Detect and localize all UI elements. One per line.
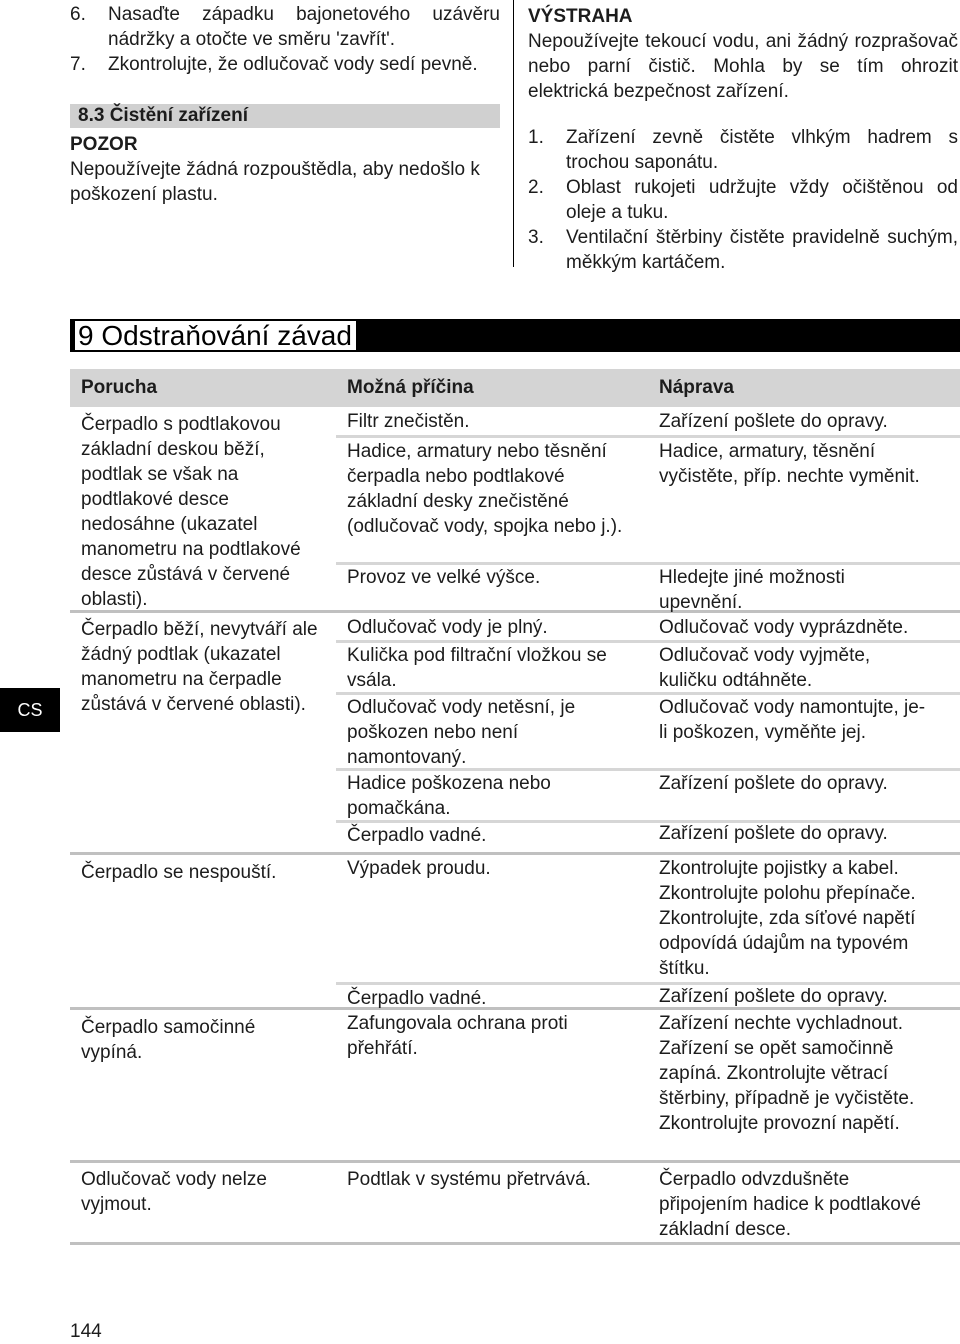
step-text: Zkontrolujte, že odlučovač vody sedí pevně. — [108, 54, 478, 75]
caution-text: Nepoužívejte žádná rozpouštědla, aby nedošlo k poškození plastu. — [70, 159, 480, 205]
column-divider — [513, 0, 514, 267]
language-tab: CS — [0, 688, 60, 732]
symptom-cell: Čerpadlo se nespouští. — [81, 862, 277, 883]
header-remedy: Náprava — [659, 377, 734, 398]
right-column — [528, 4, 958, 275]
chapter-heading-bar — [70, 319, 960, 352]
cause-cell: Hadice poškozena nebo pomačkána. — [347, 773, 551, 819]
table-row — [336, 613, 960, 640]
cause-cell: Filtr znečistěn. — [347, 411, 470, 432]
header-symptom: Porucha — [81, 377, 158, 398]
table-group — [70, 1010, 960, 1163]
remedy-cell: Odlučovač vody namontujte, je-li poškozen, vyměňte jej. — [659, 697, 926, 743]
cause-cell: Odlučovač vody je plný. — [347, 617, 548, 638]
table-group — [70, 613, 960, 855]
cause-cell: Provoz ve velké výšce. — [347, 567, 541, 588]
cause-cell: Čerpadlo vadné. — [347, 825, 487, 846]
table-row — [336, 640, 960, 692]
cause-cell: Odlučovač vody netěsní, je poškozen nebo není namontovaný. — [347, 697, 576, 768]
table-row — [336, 1010, 960, 1160]
cause-cell: Zafungovala ochrana proti přehřátí. — [347, 1013, 568, 1059]
remedy-cell: Zařízení pošlete do opravy. — [659, 773, 888, 794]
step-text: Nasaďte západku bajonetového uzávěru nádržky a otočte ve směru 'zavřít'. — [108, 4, 500, 50]
remedy-cell: Zařízení pošlete do opravy. — [659, 823, 888, 844]
remedy-cell: Zařízení nechte vychladnout. Zařízení se opět samočinně zapíná. Zkontrolujte větrací štěrbiny, případně je vyčistěte. Zkontrolujte provozní napětí. — [659, 1013, 915, 1134]
step-number: 7. — [70, 54, 86, 75]
step-text: Oblast rukojeti udržujte vždy očištěnou od oleje a tuku. — [566, 177, 958, 223]
step-text: Ventilační štěrbiny čistěte pravidelně suchým, měkkým kartáčem. — [566, 227, 958, 273]
clean-step-3 — [528, 225, 958, 275]
table-row — [336, 692, 960, 768]
remedy-cell: Hledejte jiné možnosti upevnění. — [659, 567, 845, 613]
remedy-cell: Čerpadlo odvzdušněte připojením hadice k podtlakové základní desce. — [659, 1169, 921, 1240]
remedy-cell: Hadice, armatury, těsnění vyčistěte, příp. nechte vyměnit. — [659, 441, 920, 487]
cause-cell: Výpadek proudu. — [347, 858, 491, 879]
section-heading: 8.3 Čistění zařízení — [70, 104, 500, 128]
warning-text: Nepoužívejte tekoucí vodu, ani žádný rozprašovač nebo parní čistič. Mohla by se tím ohrozit elektrická bezpečnost zařízení. — [528, 31, 958, 102]
step-6 — [70, 2, 500, 52]
remedy-cell: Odlučovač vody vyprázdněte. — [659, 617, 909, 638]
symptom-cell: Odlučovač vody nelze vyjmout. — [81, 1169, 267, 1215]
table-row — [336, 982, 960, 1007]
cause-cell: Podtlak v systému přetrvává. — [347, 1169, 591, 1190]
table-row — [336, 855, 960, 982]
step-number: 3. — [528, 227, 544, 248]
cause-cell: Hadice, armatury nebo těsnění čerpadla nebo podtlakové základní desky znečistěné (odlučovač vody, spojka nebo j.). — [347, 441, 623, 537]
header-cause: Možná příčina — [347, 377, 474, 398]
table-row — [336, 407, 960, 435]
table-row — [336, 820, 960, 846]
step-number: 6. — [70, 4, 86, 25]
step-number: 1. — [528, 127, 544, 148]
clean-step-1 — [528, 125, 958, 175]
table-group — [70, 407, 960, 613]
cause-cell: Kulička pod filtrační vložkou se vsála. — [347, 645, 607, 691]
page-number: 144 — [70, 1321, 102, 1342]
step-7 — [70, 52, 500, 77]
table-row — [336, 562, 960, 613]
cause-cell: Čerpadlo vadné. — [347, 988, 487, 1009]
symptom-cell: Čerpadlo běží, nevytváří ale žádný podtlak (ukazatel manometru na čerpadle zůstává v červené oblasti). — [81, 619, 318, 715]
step-text: Zařízení zevně čistěte vlhkým hadrem s trochou saponátu. — [566, 127, 958, 173]
remedy-cell: Zařízení pošlete do opravy. — [659, 986, 888, 1007]
table-row — [336, 1163, 960, 1242]
table-row — [336, 435, 960, 562]
table-header — [70, 369, 960, 407]
left-column — [70, 2, 500, 207]
chapter-title: 9 Odstraňování závad — [75, 321, 356, 350]
table-group — [70, 1163, 960, 1245]
symptom-cell: Čerpadlo s podtlakovou základní deskou běží, podtlak se však na podtlakové desce nedosáhne (ukazatel manometru na podtlakové desce zůstává v červené oblasti). — [81, 414, 301, 610]
caution-label: POZOR — [70, 134, 138, 155]
table-group — [70, 855, 960, 1010]
step-number: 2. — [528, 177, 544, 198]
symptom-cell: Čerpadlo samočinné vypíná. — [81, 1017, 256, 1063]
remedy-cell: Zařízení pošlete do opravy. — [659, 411, 888, 432]
remedy-cell: Zkontrolujte pojistky a kabel. Zkontrolujte polohu přepínače. Zkontrolujte, zda síťové napětí odpovídá údajům na typovém štítku. — [659, 858, 916, 979]
clean-step-2 — [528, 175, 958, 225]
table-row — [336, 768, 960, 820]
remedy-cell: Odlučovač vody vyjměte, kuličku odtáhněte. — [659, 645, 871, 691]
troubleshooting-table — [70, 407, 960, 1245]
warning-label: VÝSTRAHA — [528, 6, 633, 27]
